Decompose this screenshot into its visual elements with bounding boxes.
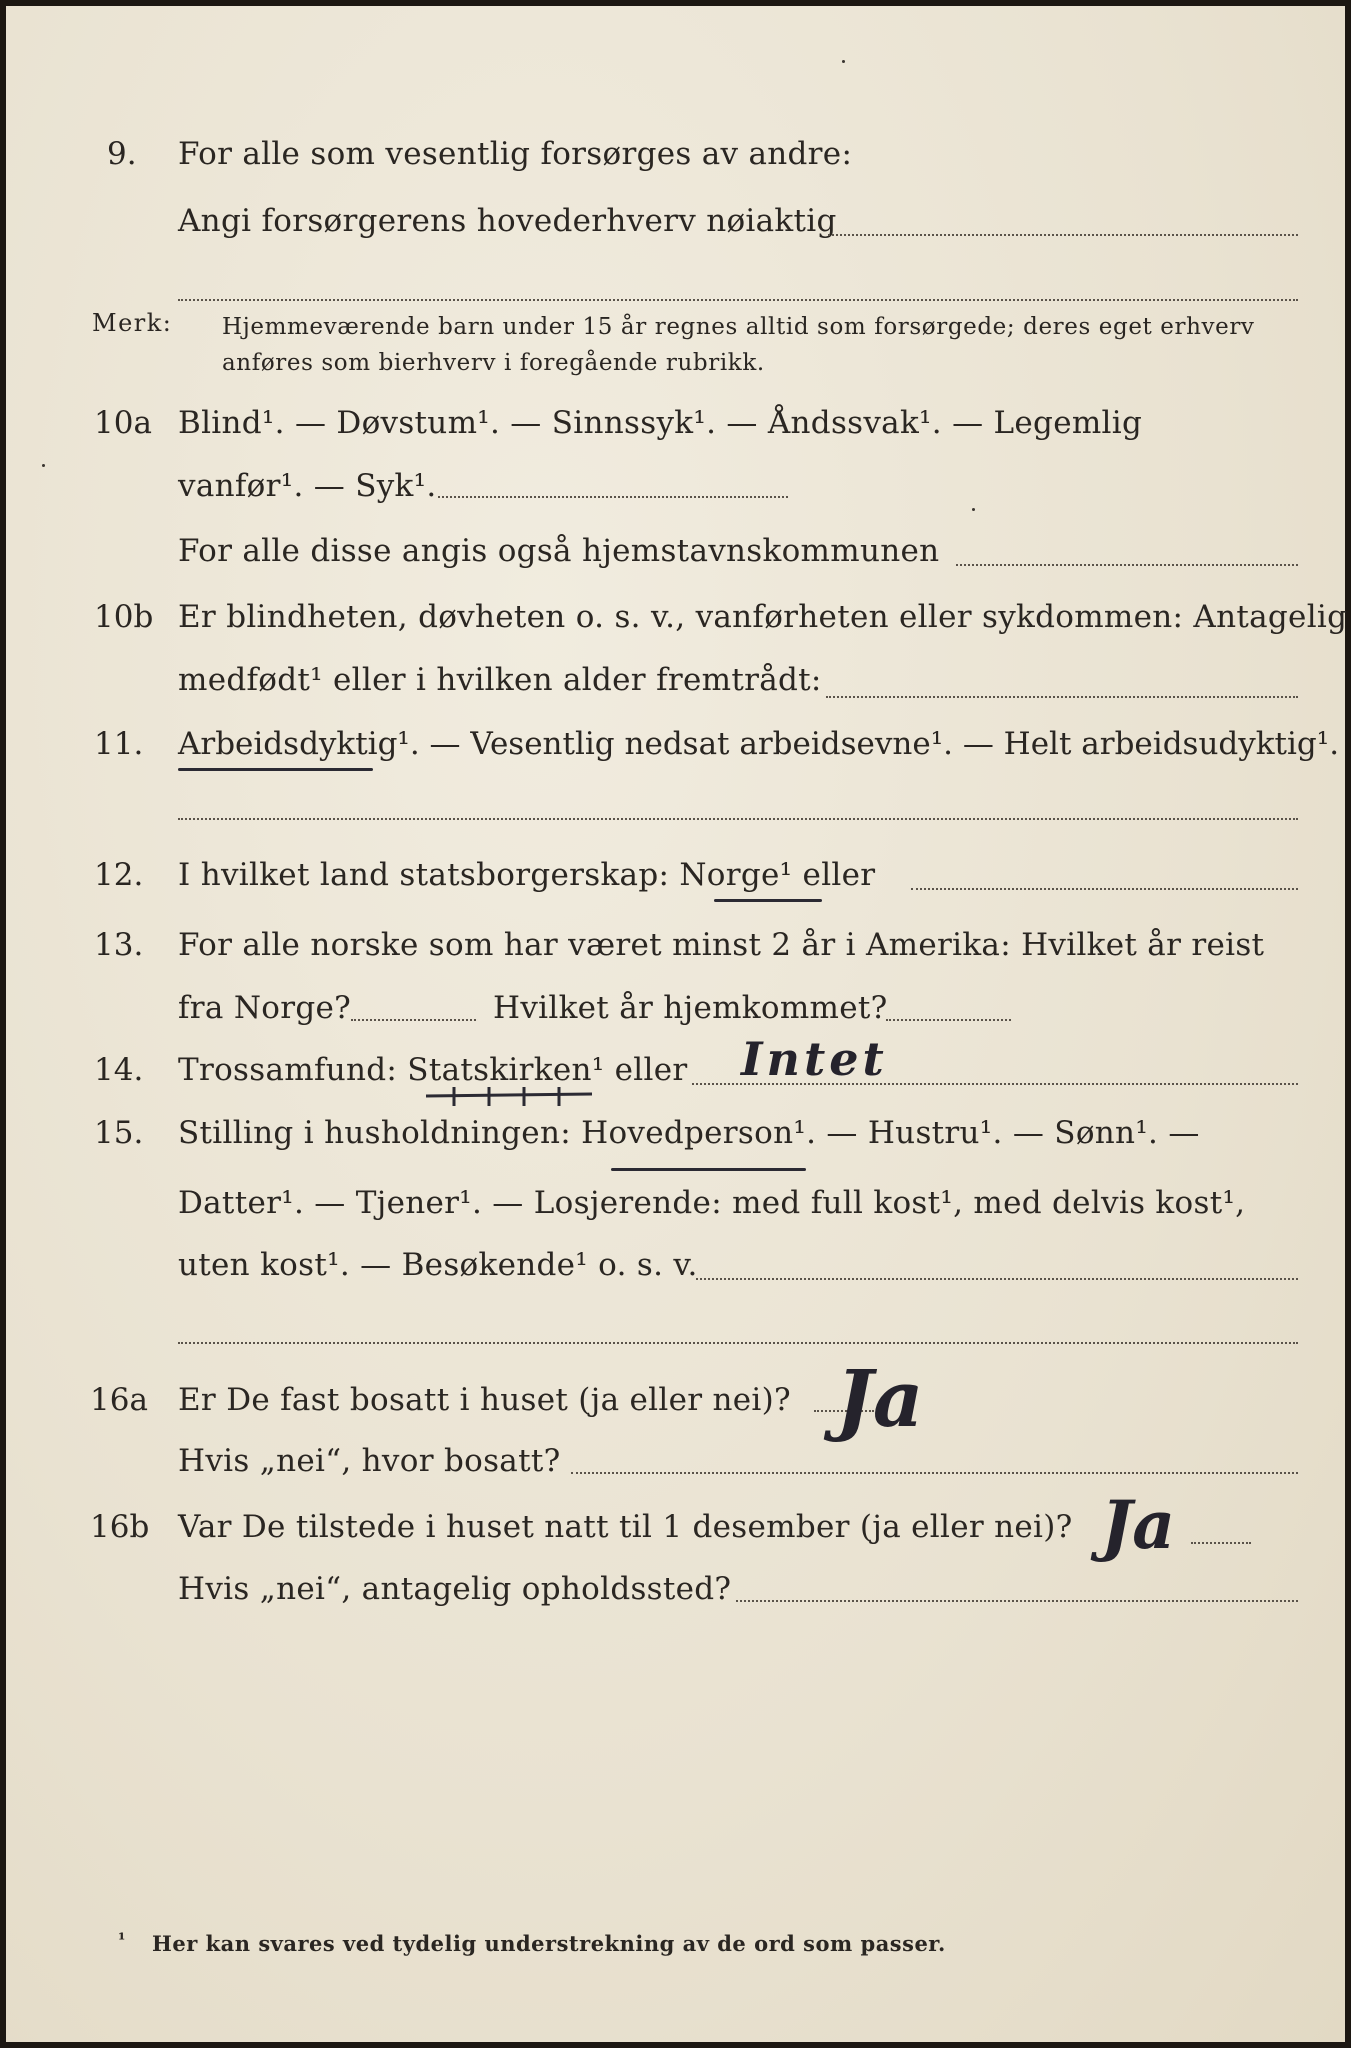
question-11-answer-line[interactable] <box>178 818 1298 820</box>
question-12-underline-norge <box>714 899 822 902</box>
question-11-underline-arbeidsdyktig <box>178 768 373 771</box>
question-12-number: 12. <box>94 857 144 893</box>
question-9-line-1: For alle som vesentlig forsørges av andre: <box>178 136 853 172</box>
question-13-line-1: For alle norske som har været minst 2 år i Amerika: Hvilket år reist <box>178 927 1265 963</box>
question-16b-number: 16b <box>90 1509 150 1545</box>
question-14-line-1: Trossamfund: Statskirken¹ eller <box>178 1052 688 1088</box>
question-13-line-2b: Hvilket år hjemkommet? <box>493 990 888 1026</box>
question-12-line-1: I hvilket land statsborgerskap: Norge¹ eller <box>178 857 876 893</box>
footnote-text: Her kan svares ved tydelig understrekning av de ord som passer. <box>152 1931 946 1956</box>
question-9-answer-line[interactable] <box>828 234 1298 236</box>
question-16a-line-1: Er De fast bosatt i huset (ja eller nei)? <box>178 1382 791 1418</box>
question-10b-answer-line[interactable] <box>826 696 1298 698</box>
question-16a-hvor-answer-line[interactable] <box>571 1472 1298 1474</box>
question-10a-line-2: vanfør¹. — Syk¹. <box>178 468 437 504</box>
question-12-answer-line[interactable] <box>911 888 1298 890</box>
question-10b-line-2: medfødt¹ eller i hvilken alder fremtrådt: <box>178 662 822 698</box>
question-13-reist-answer-line[interactable] <box>351 1019 476 1021</box>
question-10a-syk-answer-line[interactable] <box>438 496 788 498</box>
merk-label: Merk: <box>92 309 173 337</box>
question-16a-number: 16a <box>90 1382 148 1418</box>
question-11-line-1: Arbeidsdyktig¹. — Vesentlig nedsat arbeidsevne¹. — Helt arbeidsudyktig¹. <box>178 726 1340 762</box>
question-9-answer-line-2[interactable] <box>178 299 1298 301</box>
question-10b-number: 10b <box>94 599 154 635</box>
question-9-number: 9. <box>107 136 137 172</box>
question-10b-line-1: Er blindheten, døvheten o. s. v., vanførheten eller sykdommen: Antagelig <box>178 599 1348 635</box>
question-11-number: 11. <box>94 726 144 762</box>
question-15-answer-line[interactable] <box>696 1278 1298 1280</box>
question-15-number: 15. <box>94 1115 144 1151</box>
question-16a-handwritten-answer: Ja <box>836 1354 924 1445</box>
paper-speck <box>42 464 45 467</box>
question-10a-line-3: For alle disse angis også hjemstavnskommunen <box>178 533 940 569</box>
question-15-underline-hovedperson <box>611 1168 806 1171</box>
footnote-mark: ¹ <box>118 1930 126 1950</box>
question-10a-number: 10a <box>94 405 152 441</box>
question-15-line-2: Datter¹. — Tjener¹. — Losjerende: med full kost¹, med delvis kost¹, <box>178 1185 1246 1221</box>
question-16b-answer-line[interactable] <box>1191 1542 1251 1544</box>
question-13-number: 13. <box>94 927 144 963</box>
question-15-answer-line-2[interactable] <box>178 1342 1298 1344</box>
question-14-handwritten-answer: Intet <box>741 1032 888 1086</box>
merk-line-1: Hjemmeværende barn under 15 år regnes alltid som forsørgede; deres eget erhverv <box>222 314 1255 340</box>
merk-line-2: anføres som bierhverv i foregående rubrikk. <box>222 350 765 376</box>
paper-speck <box>972 508 975 511</box>
question-16b-line-1: Var De tilstede i huset natt til 1 desember (ja eller nei)? <box>178 1509 1073 1545</box>
question-9-line-2: Angi forsørgerens hovederhverv nøiaktig <box>178 203 837 239</box>
paper-speck <box>842 60 845 63</box>
question-10a-hjemstavn-answer-line[interactable] <box>956 564 1298 566</box>
question-14-number: 14. <box>94 1052 144 1088</box>
question-16a-line-2: Hvis „nei“, hvor bosatt? <box>178 1443 561 1479</box>
question-16b-line-2: Hvis „nei“, antagelig opholdssted? <box>178 1571 732 1607</box>
census-form-page <box>6 6 1348 2042</box>
question-13-line-2a: fra Norge? <box>178 990 352 1026</box>
question-13-hjemkommet-answer-line[interactable] <box>886 1019 1011 1021</box>
question-16b-handwritten-answer: Ja <box>1101 1486 1175 1564</box>
question-10a-line-1: Blind¹. — Døvstum¹. — Sinnssyk¹. — Åndssvak¹. — Legemlig <box>178 405 1143 441</box>
question-14-strikethrough-statskirken <box>424 1084 594 1110</box>
question-16b-opholdssted-answer-line[interactable] <box>736 1600 1298 1602</box>
question-15-line-3: uten kost¹. — Besøkende¹ o. s. v. <box>178 1247 698 1283</box>
question-15-line-1: Stilling i husholdningen: Hovedperson¹. — Hustru¹. — Sønn¹. — <box>178 1115 1200 1151</box>
